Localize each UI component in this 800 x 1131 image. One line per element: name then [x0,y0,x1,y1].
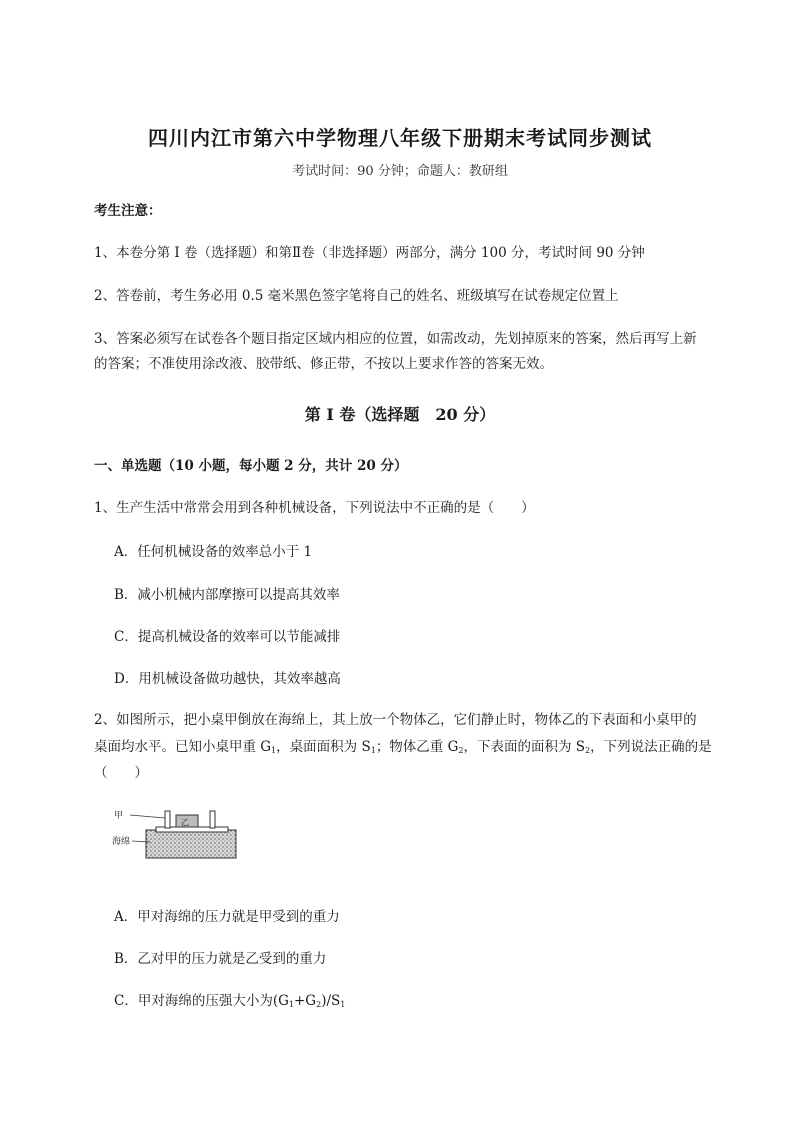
question-2-option-a: A．甲对海绵的压力就是甲受到的重力 [114,909,340,925]
sponge-table-figure [110,806,240,866]
notice-heading: 考生注意： [94,203,162,219]
part-heading: 一、单选题（10 小题，每小题 2 分，共计 20 分） [94,458,408,474]
notice-item-1: 1、本卷分第 I 卷（选择题）和第Ⅱ卷（非选择题）两部分，满分 100 分，考试时间 90 分钟 [94,245,645,261]
question-1-option-d: D．用机械设备做功越快，其效率越高 [114,671,341,687]
label-yi: 乙 [181,818,189,827]
table-leg-right [210,811,215,828]
label-leader-jia [130,815,165,818]
question-2-line-1: 2、如图所示，把小桌甲倒放在海绵上，其上放一个物体乙，它们静止时，物体乙的下表面和小桌甲的 [94,712,697,728]
table-leg-left [165,811,170,828]
label-sponge: 海绵 [112,837,131,847]
question-2-option-c: C．甲对海绵的压强大小为$(G_1+G_2)/S_1$ [114,993,346,1009]
label-jia: 甲 [114,811,124,821]
question-2-line-2: 桌面均水平。已知小桌甲重 $G_1$，桌面面积为 $S_1$；物体乙重 $G_2$，下表面的面积为 $S_2$，下列说法正确的是 [94,739,712,755]
notice-item-2: 2、答卷前，考生务必用 0.5 毫米黑色签字笔将自己的姓名、班级填写在试卷规定位置上 [94,288,619,304]
page-title: 四川内江市第六中学物理八年级下册期末考试同步测试 [148,126,652,150]
question-1-option-c: C．提高机械设备的效率可以节能减排 [114,629,341,645]
question-1-option-a: A．任何机械设备的效率总小于 1 [114,544,313,560]
notice-item-3-line2: 的答案；不准使用涂改液、胶带纸、修正带，不按以上要求作答的答案无效。 [94,356,553,372]
question-2-line-3: （ ） [94,765,148,781]
exam-info: 考试时间：90 分钟；命题人：教研组 [292,164,508,179]
question-1-stem: 1、生产生活中常常会用到各种机械设备，下列说法中不正确的是（ ） [94,500,535,516]
notice-item-3-line1: 3、答案必须写在试卷各个题目指定区域内相应的位置，如需改动，先划掉原来的答案，然后再写上新 [94,331,697,347]
question-2-option-b: B．乙对甲的压力就是乙受到的重力 [114,951,327,967]
sponge-block [146,830,236,858]
sponge-diagram [110,806,240,862]
section-title: 第 I 卷（选择题 20 分） [304,405,496,424]
question-1-option-b: B．减小机械内部摩擦可以提高其效率 [114,587,340,603]
